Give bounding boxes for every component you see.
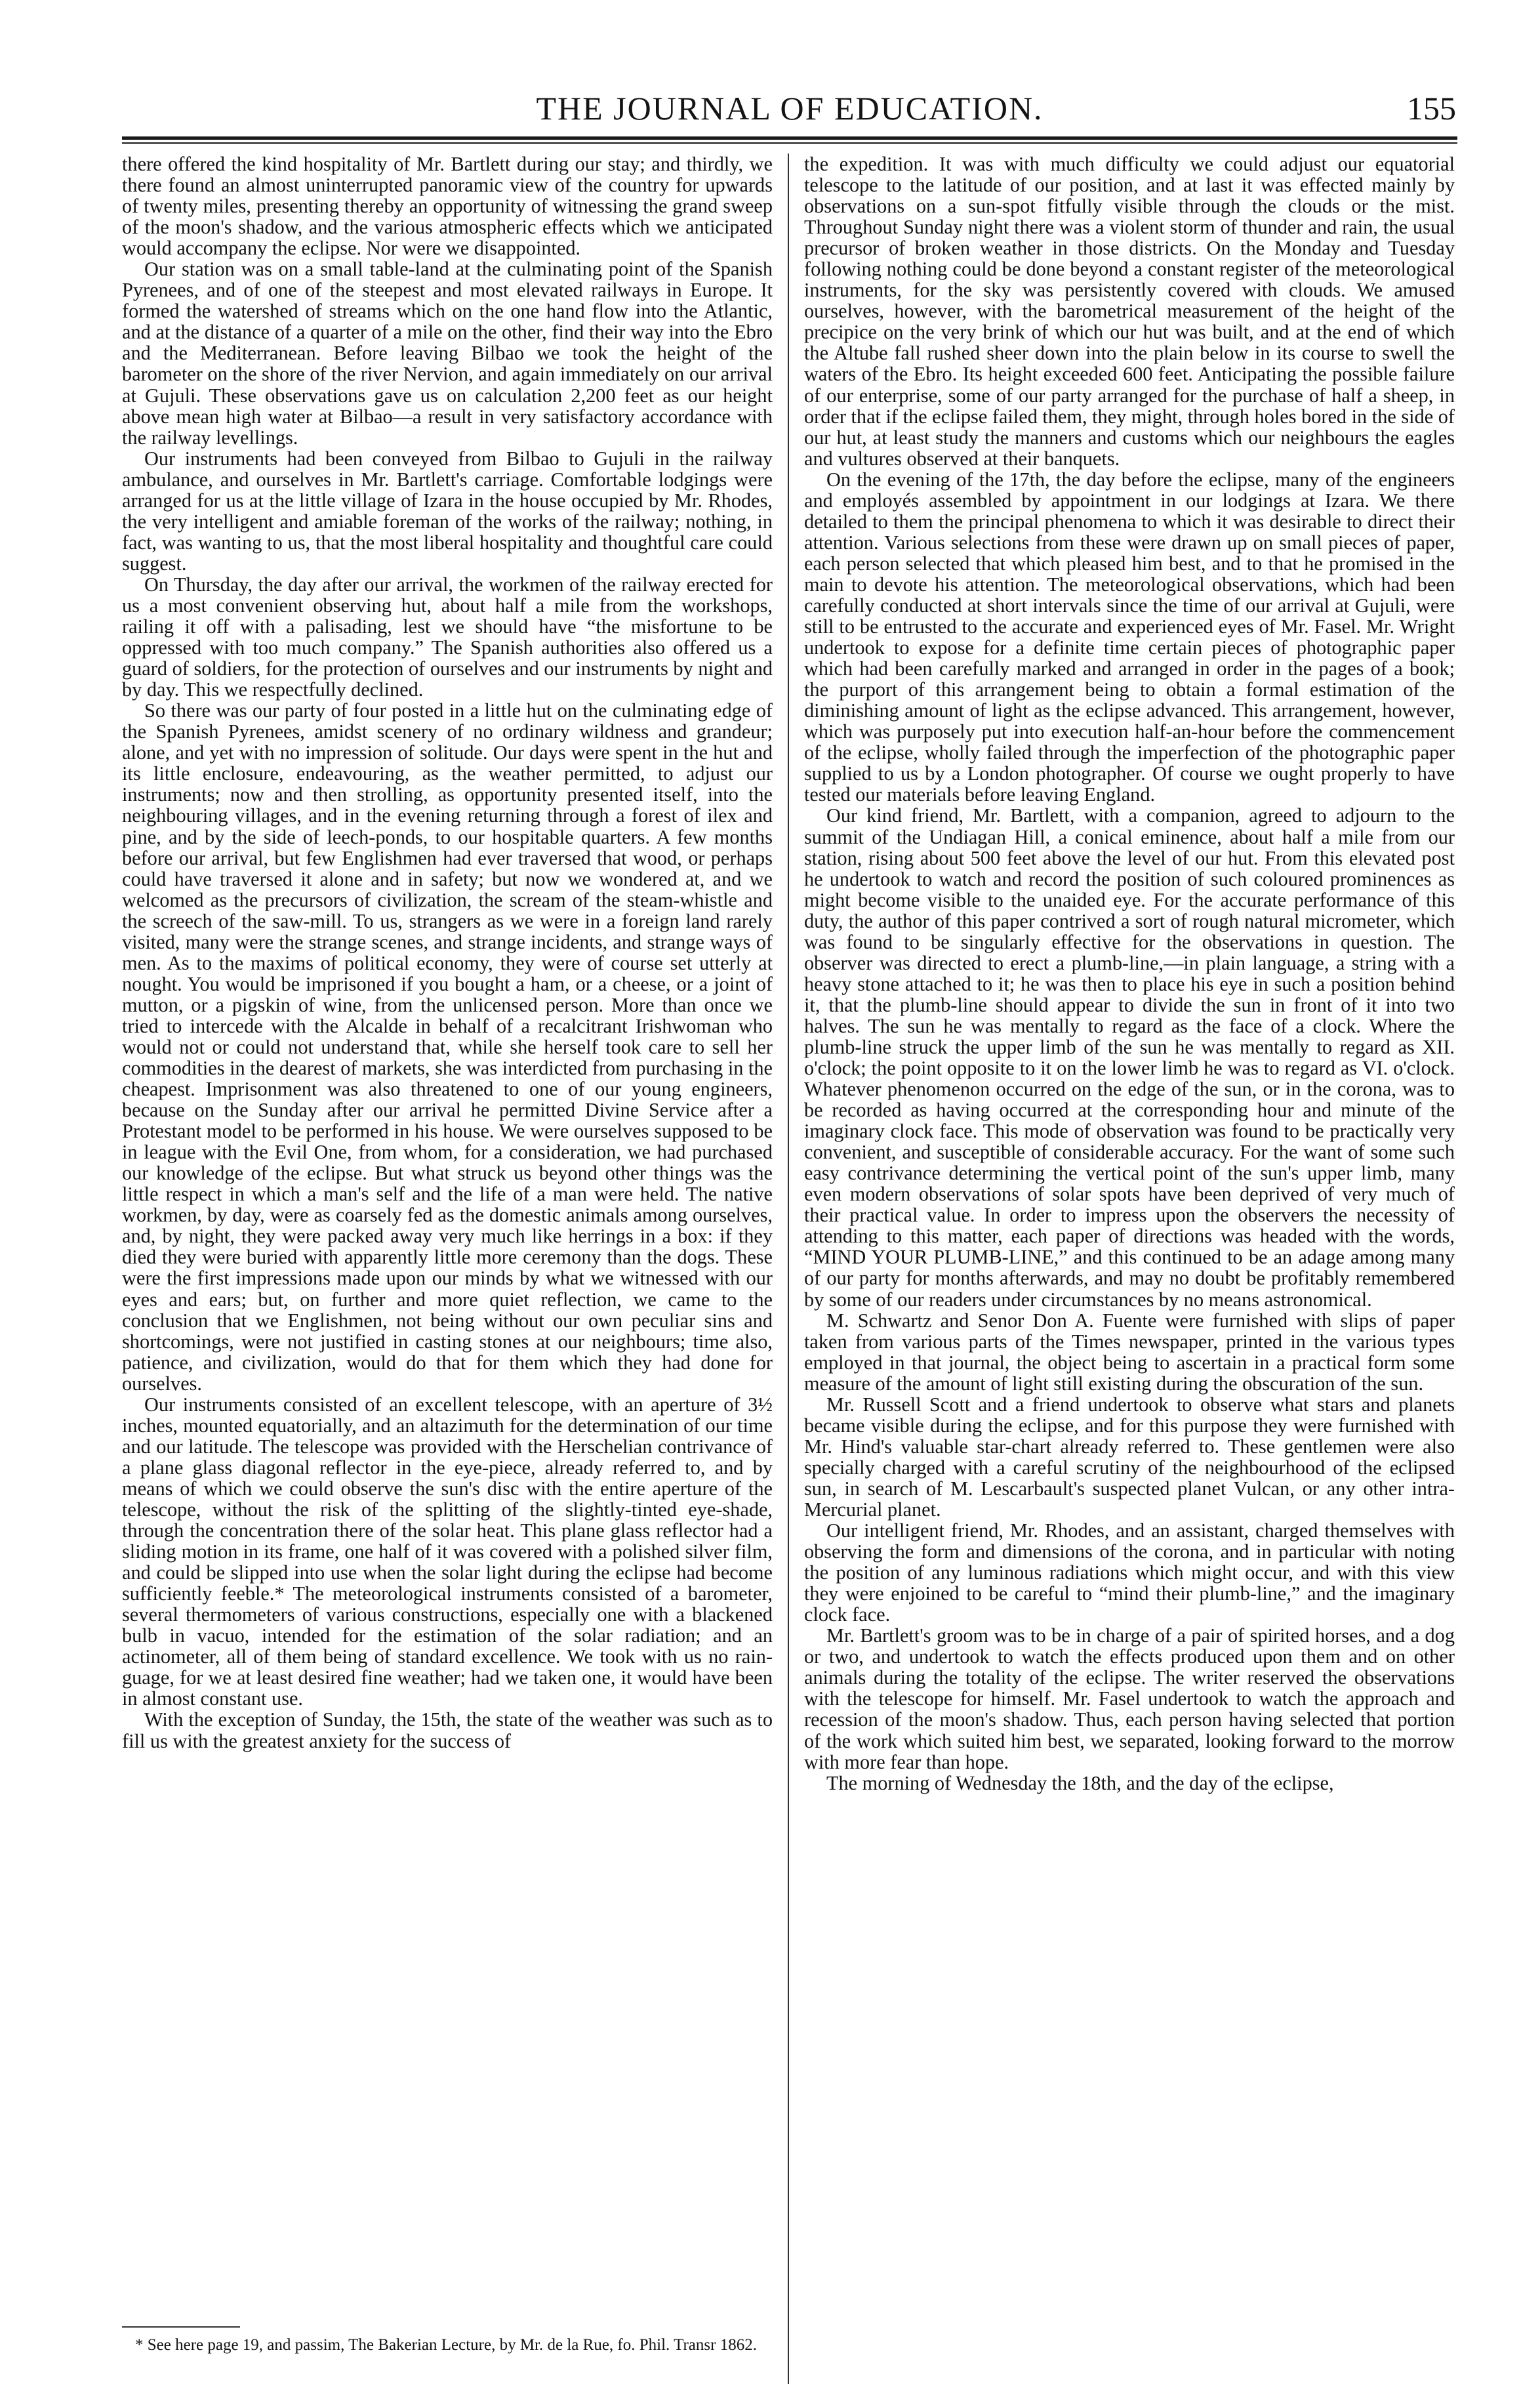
footnote-rule	[122, 2326, 240, 2328]
paragraph: M. Schwartz and Senor Don A. Fuente were furnished with slips of paper taken from various parts of the Times newspaper, printed in the various types employed in that journal, the object being to ascertain in a practical form some measure of the amount of light still existing during the obscuration of the sun.	[804, 1309, 1455, 1395]
paragraph: Mr. Russell Scott and a friend undertook to observe what stars and planets became visible during the eclipse, and for this purpose they were furnished with Mr. Hind's valuable star-chart already referred to. These gentlemen were also specially charged with a careful scrutiny of the neighbourhood of the eclipsed sun, in search of M. Lescarbault's suspected planet Vulcan, or any other intra-Mercurial planet.	[804, 1393, 1455, 1521]
footnote	[122, 2335, 773, 2354]
paragraph: Our instruments consisted of an excellent telescope, with an aperture of 3½ inches, mounted equatorially, and an altazimuth for the determination of our time and our latitude. The telescope was provided with the Herschelian contrivance of a plane glass diagonal reflector in the eye-piece, already referred to, and by means of which we could observe the sun's disc with the entire aperture of the telescope, without the risk of the splitting of the slightly-tinted eye-shade, through the concentration there of the solar heat. This plane glass reflector had a sliding motion in its frame, one half of it was covered with a polished silver film, and could be slipped into use when the solar light during the eclipse had become sufficiently feeble.* The meteorological instruments consisted of a barometer, several thermometers of various constructions, especially one with a blackened bulb in vacuo, intended for the estimation of the solar radiation; and an actinometer, all of them being of standard excellence. We took with us no rain-guage, for we at least desired fine weather; had we taken one, it would have been in almost constant use.	[122, 1393, 773, 1710]
paragraph: Our intelligent friend, Mr. Rhodes, and an assistant, charged themselves with observing the form and dimensions of the corona, and in particular with noting the position of any luminous radiations which might occur, and with this view they were enjoined to be careful to “mind their plumb-line,” and the imaginary clock face.	[804, 1519, 1455, 1626]
paragraph: The morning of Wednesday the 18th, and the day of the eclipse,	[826, 1771, 1334, 1794]
paragraph: Our instruments had been conveyed from Bilbao to Gujuli in the railway ambulance, and ourselves in Mr. Bartlett's carriage. Comfortable lodgings were arranged for us at the little village of Izara in the house occupied by Mr. Rhodes, the very intelligent and amiable foreman of the works of the railway; nothing, in fact, was wanting to us, that the most liberal hospitality and thoughtful care could suggest.	[122, 447, 773, 575]
page-number: 155	[1407, 90, 1456, 127]
header-rule-thick	[122, 136, 1457, 140]
paragraph: Our station was on a small table-land at the culminating point of the Spanish Pyrenees, and of one of the steepest and most elevated railways in Europe. It formed the watershed of streams which on the one hand flow into the Atlantic, and at the distance of a quarter of a mile on the other, find their way into the Ebro and the Mediterranean. Before leaving Bilbao we took the height of the barometer on the shore of the river Nervion, and again immediately on our arrival at Gujuli. These observations gave us on calculation 2,200 feet as our height above mean high water at Bilbao—a result in very satisfactory accordance with the railway levellings.	[122, 258, 773, 449]
paragraph: Mr. Bartlett's groom was to be in charge of a pair of spirited horses, and a dog or two, and undertook to watch the effects produced upon them and on other animals during the totality of the eclipse. The writer reserved the observations with the telescope for himself. Mr. Fasel undertook to watch the approach and recession of the moon's shadow. Thus, each person having selected that portion of the work which suited him best, we separated, looking forward to the morrow with more fear than hope.	[804, 1624, 1455, 1773]
header-rule-thin	[122, 142, 1457, 144]
paragraph: On the evening of the 17th, the day before the eclipse, many of the engineers and employés assembled by appointment in our lodgings at Izara. We there detailed to them the principal phenomena to which it was desirable to direct their attention. Various selections from these were drawn up on small pieces of paper, each person selected that which pleased him best, and to that he promised in the main to devote his attention. The meteorological observations, which had been carefully conducted at short intervals since the time of our arrival at Gujuli, were still to be entrusted to the accurate and experienced eyes of Mr. Fasel. Mr. Wright undertook to expose for a definite time certain pieces of photographic paper which had been carefully marked and arranged in order in the pages of a book; the purport of this arrangement being to obtain a formal estimation of the diminishing amount of light as the eclipse advanced. This arrangement, however, which was purposely put into execution half-an-hour before the commencement of the eclipse, wholly failed through the imperfection of the photographic paper supplied to us by a London photographer. Of course we ought properly to have tested our materials before leaving England.	[804, 468, 1455, 806]
journal-title: THE JOURNAL OF EDUCATION.	[536, 90, 1044, 127]
column-divider	[788, 154, 789, 2384]
footnote-text: * See here page 19, and passim, The Bakerian Lecture, by Mr. de la Rue, fo. Phil. Transr 1862.	[135, 2336, 757, 2354]
paragraph: there offered the kind hospitality of Mr. Bartlett during our stay; and thirdly, we there found an almost uninterrupted panoramic view of the country for upwards of twenty miles, presenting thereby an opportunity of witnessing the grand sweep of the moon's shadow, and the various atmospheric effects which we anticipated would accompany the eclipse. Nor were we disappointed.	[122, 153, 773, 260]
paragraph: Our kind friend, Mr. Bartlett, with a companion, agreed to adjourn to the summit of the Undiagan Hill, a conical eminence, about half a mile from our station, rising about 500 feet above the level of our hut. From this elevated post he undertook to watch and record the position of such coloured prominences as might become visible to the unaided eye. For the accurate performance of this duty, the author of this paper contrived a sort of rough natural micrometer, which was found to be singularly effective for the observations in question. The observer was directed to erect a plumb-line,—in plain language, a string with a heavy stone attached to it; he was then to place his eye in such a position behind it, that the plumb-line should appear to divide the sun in front of it into two halves. The sun he was mentally to regard as the face of a clock. Where the plumb-line struck the upper limb of the sun he was mentally to regard as XII. o'clock; the point opposite to it on the lower limb he was to regard as VI. o'clock. Whatever phenomenon occurred on the edge of the sun, or in the corona, was to be recorded as having occurred at the corresponding hour and minute of the imaginary clock face. This mode of observation was found to be practically very convenient, and susceptible of considerable accuracy. For the want of some such easy contrivance determining the vertical point of the sun's upper limb, many even modern observations of solar spots have been deprived of very much of their practical value. In order to impress upon the observers the necessity of attending to this matter, each paper of directions was headed with the words, “MIND YOUR PLUMB-LINE,” and this continued to be an adage among many of our party for months afterwards, and may no doubt be profitably remembered by some of our readers under circumstances by no means astronomical.	[804, 804, 1455, 1311]
paragraph: the expedition. It was with much difficulty we could adjust our equatorial telescope to the latitude of our position, and at last it was effected mainly by observations on a sun-spot fitfully visible through the clouds or the mist. Throughout Sunday night there was a violent storm of thunder and rain, the usual precursor of broken weather in those districts. On the Monday and Tuesday following nothing could be done beyond a constant register of the meteorological instruments, for the sky was persistently covered with clouds. We amused ourselves, however, with the barometrical measurement of the height of the precipice on the very brink of which our hut was built, and at the end of which the Altube fall rushed sheer down into the plain below in its course to swell the waters of the Ebro. Its height exceeded 600 feet. Anticipating the possible failure of our enterprise, some of our party arranged for the purchase of half a sheep, in order that if the eclipse failed them, they might, through holes bored in the side of our hut, at least study the manners and customs which our neighbours the eagles and vultures observed at their banquets.	[804, 153, 1455, 470]
paragraph: So there was our party of four posted in a little hut on the culminating edge of the Spanish Pyrenees, amidst scenery of no ordinary wildness and grandeur; alone, and yet with no impression of solitude. Our days were spent in the hut and its little enclosure, endeavouring, as the weather permitted, to adjust our instruments; now and then strolling, as opportunity presented itself, into the neighbouring villages, and in the evening returning through a forest of ilex and pine, and by the side of leech-ponds, to our hospitable quarters. A few months before our arrival, but few Englishmen had ever traversed that wood, or perhaps could have traversed it alone and in safety; but now we wondered at, and we welcomed as the precursors of civilization, the scream of the steam-whistle and the screech of the saw-mill. To us, strangers as we were in a foreign land rarely visited, many were the strange scenes, and strange incidents, and strange ways of men. As to the maxims of political economy, they were of course set utterly at nought. You would be imprisoned if you bought a ham, or a cheese, or a joint of mutton, or a pigskin of wine, from the unlicensed person. More than once we tried to intercede with the Alcalde in behalf of a recalcitrant Irishwoman who would not or could not understand that, while she herself took care to sell her commodities in the dearest of markets, she was interdicted from purchasing in the cheapest. Imprisonment was also threatened to one of our young engineers, because on the Sunday after our arrival he permitted Divine Service after a Protestant model to be performed in his house. We were ourselves supposed to be in league with the Evil One, from whom, for a consideration, we had purchased our knowledge of the eclipse. But what struck us beyond other things was the little respect in which a man's self and the life of a man were held. The native workmen, by day, were as coarsely fed as the domestic animals among ourselves, and, by night, they were packed away very much like herrings in a box: if they died they were buried with apparently little more ceremony than the dogs. These were the first impressions made upon our minds by what we witnessed with our eyes and ears; but, on further and more quiet reflection, we came to the conclusion that we Englishmen, not being without our own peculiar sins and shortcomings, were not justified in casting stones at our neighbours; time also, patience, and civilization, would do that for them which they had done for ourselves.	[122, 699, 773, 1395]
right-column	[804, 154, 1455, 2397]
running-head	[122, 84, 1457, 136]
paragraph: With the exception of Sunday, the 15th, the state of the weather was such as to fill us with the greatest anxiety for the success of	[122, 1708, 773, 1752]
left-column	[122, 154, 773, 2338]
paragraph: On Thursday, the day after our arrival, the workmen of the railway erected for us a most convenient observing hut, about half a mile from the workshops, railing it off with a palisading, lest we should have “the misfortune to be oppressed with too much company.” The Spanish authorities also offered us a guard of soldiers, for the protection of ourselves and our instruments by night and by day. This we respectfully declined.	[122, 573, 773, 701]
